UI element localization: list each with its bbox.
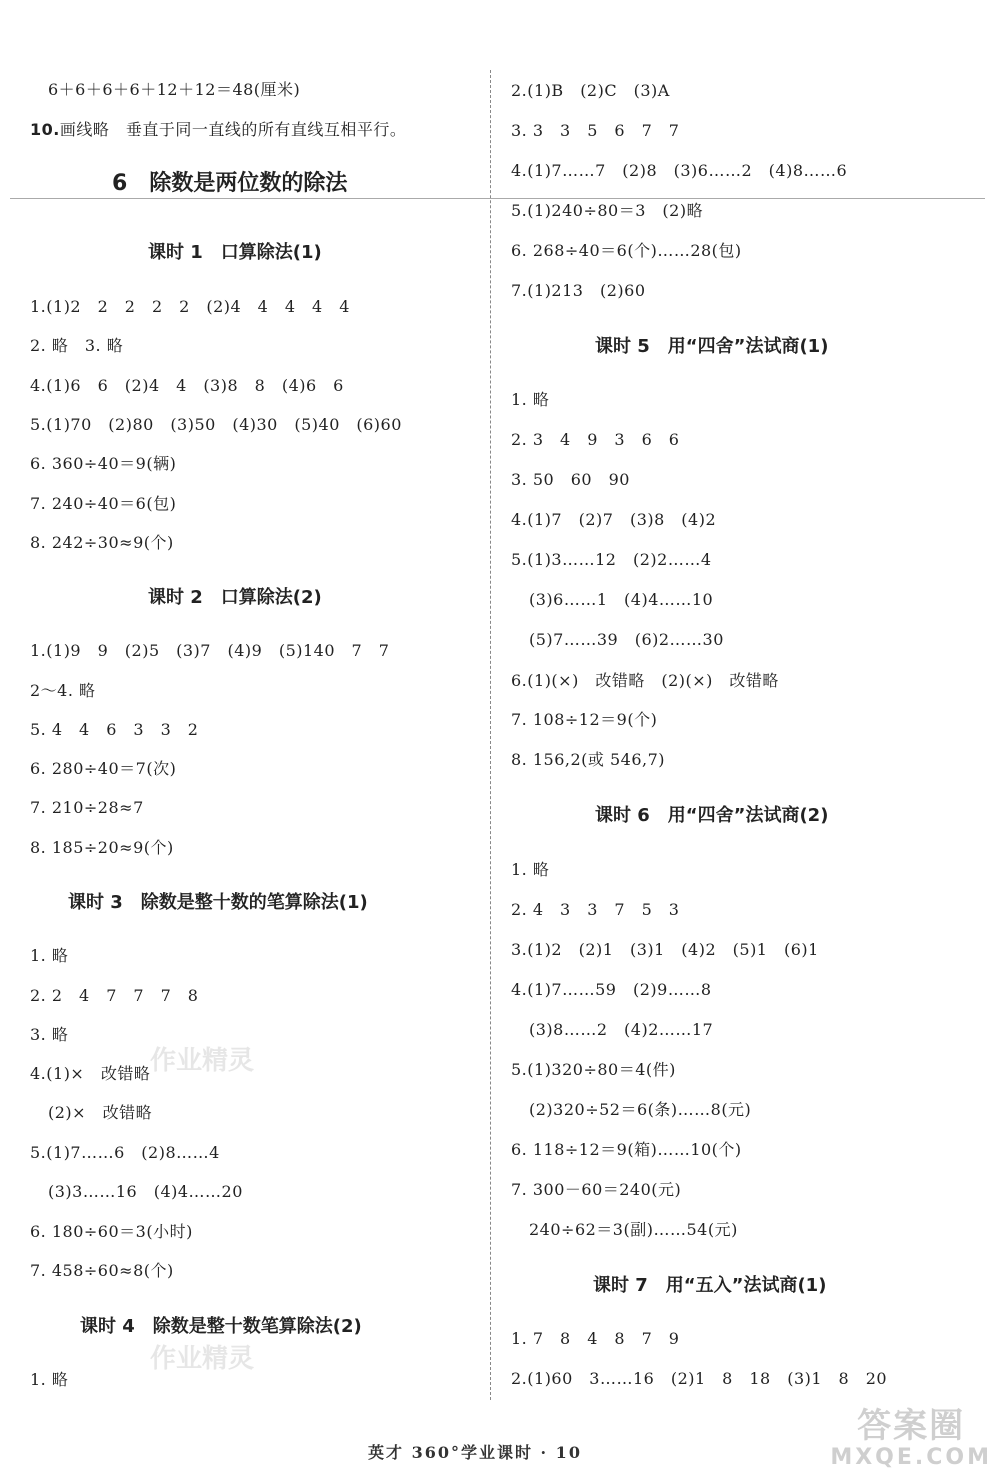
answer-line: 8. 185÷20≈9(个) [30, 838, 174, 857]
lesson-heading: 课时 6 用“四舍”法试商(2) [595, 805, 829, 826]
answer-line: 2.(1)B (2)C (3)A [511, 81, 670, 100]
answer-line: 8. 156,2(或 546,7) [511, 750, 666, 769]
faint-watermark: 作业精灵 [150, 1344, 255, 1374]
answer-line: (2)320÷52＝6(条)……8(元) [529, 1100, 752, 1119]
answer-line: 1.(1)9 9 (2)5 (3)7 (4)9 (5)140 7 7 [30, 641, 390, 660]
chapter-heading: 6 除数是两位数的除法 [112, 171, 348, 196]
answer-line: 4.(1)7 (2)7 (3)8 (4)2 [511, 510, 717, 529]
watermark-logo-text: 答案圈 [857, 1406, 966, 1446]
answer-line: 1.(1)2 2 2 2 2 (2)4 4 4 4 4 [30, 297, 350, 316]
answer-line: 7.(1)213 (2)60 [511, 281, 646, 300]
answer-line: 1. 略 [30, 1370, 69, 1389]
answer-line: 10.画线略 垂直于同一直线的所有直线互相平行。 [30, 120, 407, 139]
answer-line: 2. 2 4 7 7 7 8 [30, 986, 199, 1005]
answer-line: 3. 50 60 90 [511, 470, 630, 489]
answer-line: 1. 略 [511, 390, 550, 409]
answer-line: 6.(1)(×) 改错略 (2)(×) 改错略 [511, 671, 779, 690]
answer-line: (3)6……1 (4)4……10 [529, 590, 714, 609]
answer-line: (3)3……16 (4)4……20 [48, 1182, 243, 1201]
answer-line: 5.(1)3……12 (2)2……4 [511, 550, 712, 569]
page-footer: 英才 360°学业课时 · 10 [368, 1443, 582, 1462]
lesson-heading: 课时 5 用“四舍”法试商(1) [595, 336, 829, 357]
answer-line: 5. 4 4 6 3 3 2 [30, 720, 199, 739]
answer-line: 5.(1)70 (2)80 (3)50 (4)30 (5)40 (6)60 [30, 415, 402, 434]
answer-line: 7. 458÷60≈8(个) [30, 1261, 174, 1280]
answer-line: 2. 3 4 9 3 6 6 [511, 430, 680, 449]
lesson-heading: 课时 3 除数是整十数的笔算除法(1) [68, 892, 368, 913]
answer-line: 4.(1)7……7 (2)8 (3)6……2 (4)8……6 [511, 161, 848, 180]
lesson-heading: 课时 7 用“五入”法试商(1) [593, 1275, 827, 1296]
lesson-heading: 课时 2 口算除法(2) [148, 587, 322, 608]
site-watermark [830, 1407, 992, 1471]
answer-line: (5)7……39 (6)2……30 [529, 630, 724, 649]
answer-line: 1. 略 [511, 860, 550, 879]
answer-line: 6. 118÷12＝9(箱)……10(个) [511, 1140, 742, 1159]
faint-watermark: 作业精灵 [150, 1046, 255, 1076]
answer-line: 1. 7 8 4 8 7 9 [511, 1329, 680, 1348]
answer-line: 3. 3 3 5 6 7 7 [511, 121, 680, 140]
answer-line: 4.(1)6 6 (2)4 4 (3)8 8 (4)6 6 [30, 376, 344, 395]
answer-line: 6. 180÷60＝3(小时) [30, 1222, 193, 1241]
answer-line: 7. 240÷40＝6(包) [30, 494, 177, 513]
lesson-heading: 课时 4 除数是整十数笔算除法(2) [80, 1316, 362, 1337]
answer-line: 6. 280÷40＝7(次) [30, 759, 177, 778]
answer-line: 5.(1)7……6 (2)8……4 [30, 1143, 220, 1162]
answer-line: 5.(1)240÷80＝3 (2)略 [511, 201, 704, 220]
answer-line: 3.(1)2 (2)1 (3)1 (4)2 (5)1 (6)1 [511, 940, 819, 959]
answer-line: 7. 300－60＝240(元) [511, 1180, 682, 1199]
answer-line: 240÷62＝3(副)……54(元) [529, 1220, 738, 1239]
column-divider [490, 70, 491, 1400]
answer-line: 8. 242÷30≈9(个) [30, 533, 174, 552]
answer-line: 6. 268÷40＝6(个)……28(包) [511, 241, 742, 260]
answer-line: 5.(1)320÷80＝4(件) [511, 1060, 676, 1079]
answer-line: (2)× 改错略 [48, 1103, 153, 1122]
answer-line: 1. 略 [30, 946, 69, 965]
answer-line: 4.(1)× 改错略 [30, 1064, 151, 1083]
answer-line: (3)8……2 (4)2……17 [529, 1020, 714, 1039]
answer-line: 2～4. 略 [30, 681, 96, 700]
chapter-rule [10, 198, 985, 199]
answer-line: 6＋6＋6＋6＋12＋12＝48(厘米) [48, 80, 301, 99]
watermark-url: MXQE.COM [830, 1445, 992, 1470]
answer-line: 7. 210÷28≈7 [30, 798, 144, 817]
lesson-heading: 课时 1 口算除法(1) [148, 242, 322, 263]
answer-line: 6. 360÷40＝9(辆) [30, 454, 177, 473]
answer-line: 2. 4 3 3 7 5 3 [511, 900, 680, 919]
answer-line: 2.(1)60 3……16 (2)1 8 18 (3)1 8 20 [511, 1369, 888, 1388]
answer-line: 3. 略 [30, 1025, 69, 1044]
answer-line: 7. 108÷12＝9(个) [511, 710, 658, 729]
answer-line: 4.(1)7……59 (2)9……8 [511, 980, 712, 999]
answer-line: 2. 略 3. 略 [30, 336, 124, 355]
